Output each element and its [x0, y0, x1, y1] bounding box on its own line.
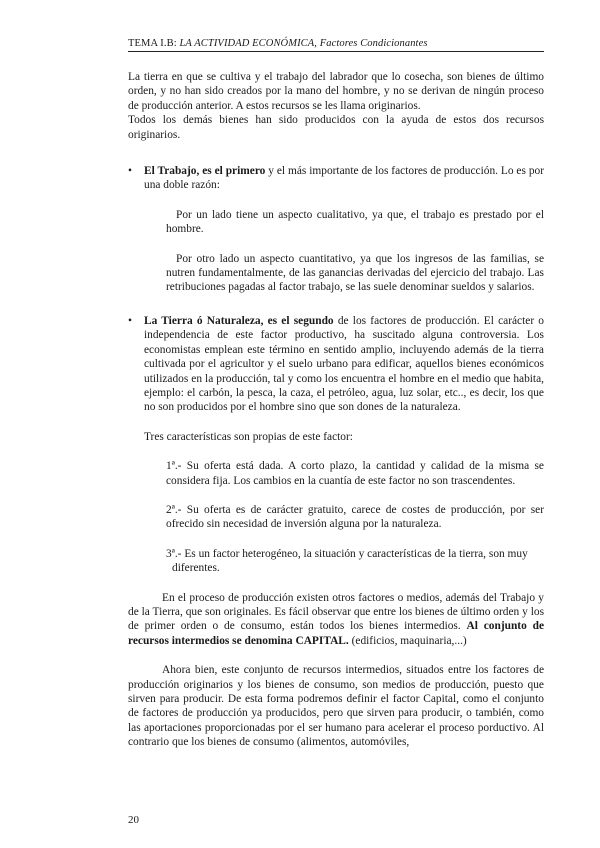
trabajo-heading: El Trabajo, es el primero: [144, 165, 266, 178]
trabajo-cualitativo: Por un lado tiene un aspecto cualitativo, ya que, el trabajo es prestado por el hombre.: [166, 208, 544, 236]
caracteristica-3: [128, 547, 544, 576]
header-title: LA ACTIVIDAD ECONÓMICA, Factores Condicionantes: [179, 38, 428, 49]
running-header: [128, 38, 538, 49]
page-number: 20: [128, 814, 139, 826]
capital-examples: (edificios, maquinaria,...): [348, 634, 467, 647]
bullet-dot: •: [128, 314, 132, 327]
capital-paragraph: [128, 591, 544, 649]
caracteristica-3-cont: diferentes.: [172, 562, 220, 575]
caracteristica-3-text: 3ª.- Es un factor heterogéneo, la situación y características de la tierra, son muy: [166, 547, 528, 560]
intro-paragraph-2: Todos los demás bienes han sido producidos con la ayuda de estos dos recursos originarios.: [128, 114, 544, 141]
bullet-dot: •: [128, 165, 132, 178]
trabajo-text: y el más importante de los factores de producción. Lo es por una doble razón:: [144, 165, 544, 192]
header-rule: [128, 51, 544, 52]
header-prefix: TEMA I.B:: [128, 38, 177, 49]
trabajo-cuantitativo: Por otro lado un aspecto cuantitativo, ya que los ingresos de las familias, se nutren fundamentalmente, de las ganancias derivadas del ejercicio del trabajo. Las retribuciones pagadas al factor trabajo, se las suele denominar sueldos y salarios.: [166, 252, 544, 294]
intro-paragraph: La tierra en que se cultiva y el trabajo del labrador que lo cosecha, son bienes de último orden, y no han sido creados por la mano del hombre, y no se derivan de ningún proceso de producción anterior. A estos recursos se les llama originarios.: [128, 71, 544, 112]
capital-definition: Al conjunto de recursos intermedios se denomina CAPITAL.: [128, 620, 544, 647]
page-body: [128, 70, 544, 750]
capital-text: En el proceso de producción existen otros factores o medios, además del Trabajo y de la Tierra, que son originales. Es fácil observar que entre los bienes de último orden y los de primer orden o de consumo, están todos los bienes intermedios.: [128, 591, 544, 633]
tierra-text: de los factores de producción. El carácter o independencia de este factor productivo, ha suscitado alguna controversia. Los economistas emplean este término en sentido amplio, incluyendo además de la tierra cultivada por el agricultor y el suelo urbano para edificar, aquellos bienes económicos utilizados en la producción, tal y como los encuentra el hombre en el medio que habita, ejemplo: el carbón, la pesca, la caza, el petróleo, agua, luz solar, etc.., es decir, los que no son producidos por el hombre sino que son dones de la naturaleza.: [144, 314, 545, 414]
capital-paragraph-2: Ahora bien, este conjunto de recursos intermedios, situados entre los factores de producción originarios y los bienes de consumo, son medios de producción, puesto que sirven para producir. De esta forma podremos definir el factor Capital, como el conjunto de factores de producción ya producidos, pero que sirven para producir, o también, como las aportaciones proporcionadas por el ser humano para acelerar el proceso porductivo. Al contrario que los bienes de consumo (alimentos, automóviles,: [128, 664, 544, 749]
tierra-heading: La Tierra ó Naturaleza, es el segundo: [144, 314, 334, 327]
caracteristica-2: 2ª.- Su oferta es de carácter gratuito, carece de costes de producción, por ser ofrecido sin necesidad de inversión alguna por la naturaleza.: [166, 503, 544, 531]
caracteristica-1: 1ª.- Su oferta está dada. A corto plazo, la cantidad y calidad de la misma se considera fija. Los cambios en la cuantía de este factor no son trascendentes.: [166, 460, 544, 487]
bullet-tierra: [128, 314, 544, 415]
caracteristicas-intro: Tres características son propias de este factor:: [144, 430, 353, 443]
bullet-trabajo: [128, 164, 544, 193]
